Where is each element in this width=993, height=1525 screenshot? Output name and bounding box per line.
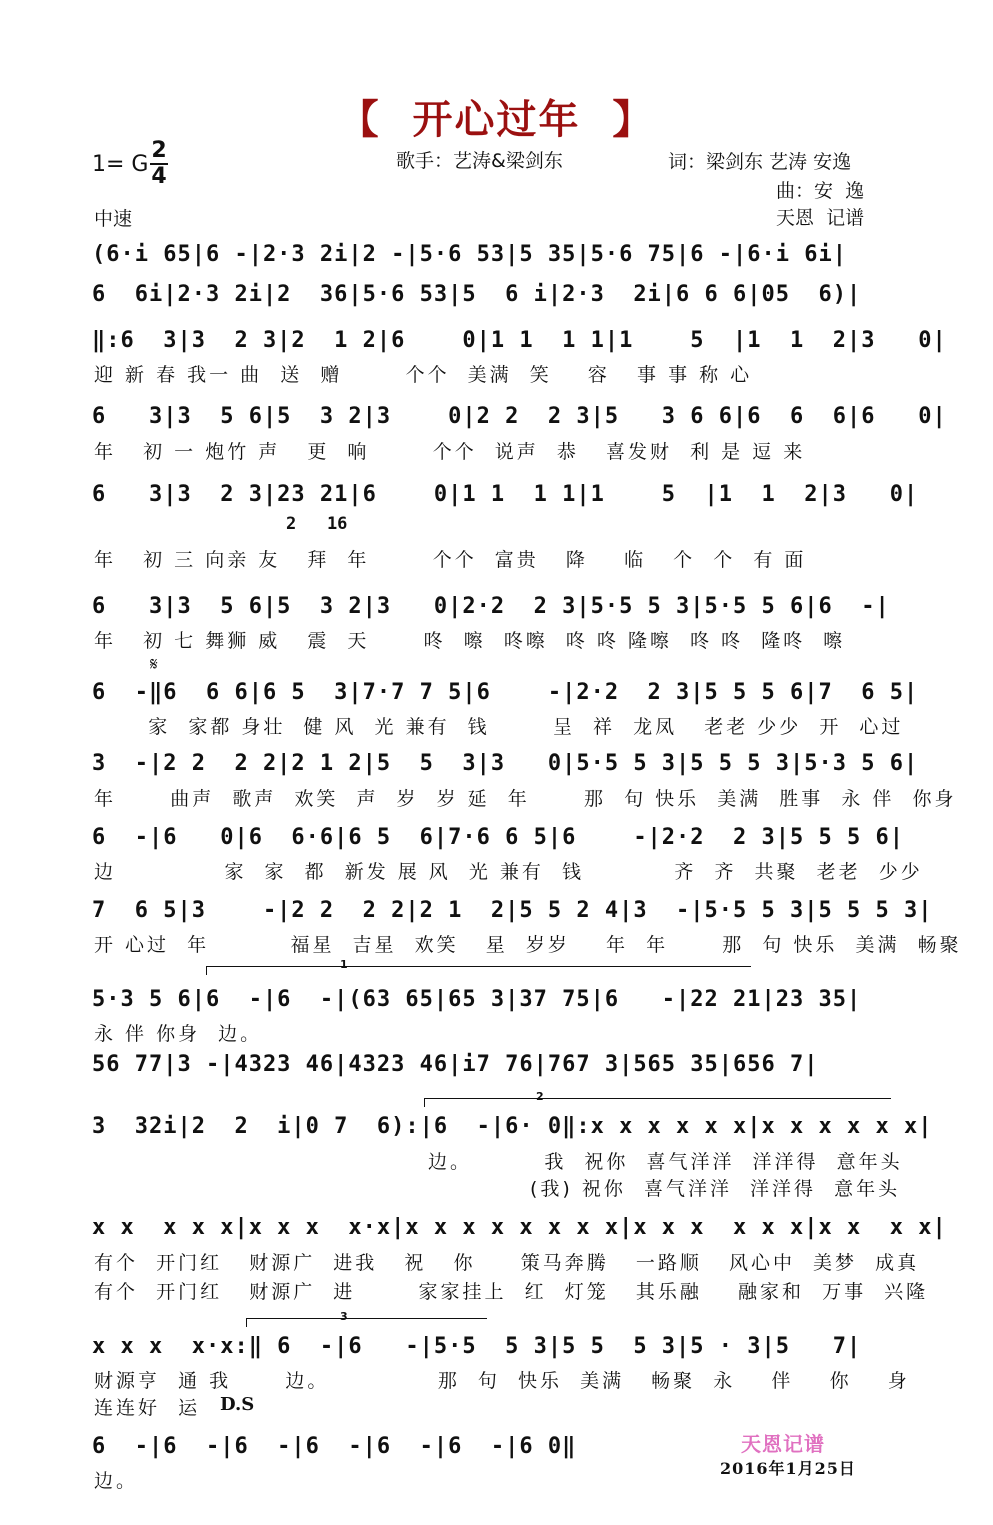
volta-bracket-3	[246, 1318, 487, 1327]
transcriber-stamp: 天恩记谱	[741, 1432, 825, 1456]
lyric-line-13b: 连连好 运	[94, 1397, 201, 1419]
lyric-line-1: 迎 新 春 我一 曲 送 赠 个个 美满 笑 容 事 事 称 心	[94, 364, 753, 386]
notation-line-13: x x x x·x:‖ 6 -|6 -|5·5 5 3|5 5 5 3|5 · 3|5 7|	[92, 1334, 862, 1359]
notation-line-8: 7 6 5|3 -|2 2 2 2|2 1 2|5 5 2 4|3 -|5·5 5 3|5 5 5 3|	[92, 898, 933, 923]
notation-line-14: 6 -|6 -|6 -|6 -|6 -|6 -|6 0‖	[92, 1434, 577, 1459]
notation-line-12: x x x x x|x x x x·x|x x x x x x x x|x x x x x x|x x x x|	[92, 1215, 947, 1240]
intro-line-2: 6 6i|2·3 2i|2 36|5·6 53|5 6 i|2·3 2i|6 6 6|05 6)|	[92, 282, 862, 307]
notation-line-10: 56 77|3 -|4323 46|4323 46|i7 76|767 3|565 35|656 7|	[92, 1052, 819, 1077]
notation-line-6: 3 -|2 2 2 2|2 1 2|5 5 3|3 0|5·5 5 3|5 5 5 3|5·3 5 6|	[92, 751, 919, 776]
notation-line-4: 6 3|3 5 6|5 3 2|3 0|2·2 2 3|5·5 5 3|5·5 5 6|6 -|	[92, 594, 890, 619]
lyric-line-2: 年 初 一 炮竹 声 更 响 个个 说声 恭 喜发财 利 是 逗 来	[94, 441, 806, 463]
notation-line-1: ‖:6 3|3 2 3|2 1 2|6 0|1 1 1 1|1 5 |1 1 2|3 0|	[92, 328, 947, 353]
volta-number-1: 1	[340, 958, 348, 971]
lyric-line-11b: (我) 祝你 喜气洋洋 洋洋得 意年头	[530, 1178, 901, 1200]
singer-credit: 歌手：艺涛&梁剑东	[396, 150, 563, 172]
volta-number-3: 3	[340, 1310, 348, 1323]
notation-line-7: 6 -|6 0|6 6·6|6 5 6|7·6 6 5|6 -|2·2 2 3|5 5 5 6|	[92, 825, 904, 850]
composer-credit: 曲：安 逸	[776, 180, 865, 202]
notation-line-9: 5·3 5 6|6 -|6 -|(63 65|65 3|37 75|6 -|22 21|23 35|	[92, 987, 862, 1012]
lyric-line-12b: 有个 开门红 财源广 进 家家挂上 红 灯笼 其乐融 融家和 万事 兴隆	[94, 1281, 929, 1303]
notation-line-5: 6 -‖6 6 6|6 5 3|7·7 7 5|6 -|2·2 2 3|5 5 5 6|7 6 5|	[92, 680, 919, 705]
lyric-line-6: 年 曲声 歌声 欢笑 声 岁 岁 延 年 那 句 快乐 美满 胜事 永 伴 你身	[94, 788, 957, 810]
tempo-marking: 中速	[94, 208, 133, 230]
intro-line-1: (6·i 65|6 -|2·3 2i|2 -|5·6 53|5 35|5·6 75|6 -|6·i 6i|	[92, 242, 847, 267]
dal-segno-mark: D.S	[220, 1394, 255, 1415]
transcriber-credit: 天恩 记谱	[776, 207, 865, 229]
notation-line-2: 6 3|3 5 6|5 3 2|3 0|2 2 2 3|5 3 6 6|6 6 6|6 0|	[92, 404, 947, 429]
time-signature-bottom: 4	[151, 164, 167, 189]
volta-number-2: 2	[536, 1090, 544, 1103]
lyric-line-8: 开 心过 年 福星 吉星 欢笑 星 岁岁 年 年 那 句 快乐 美满 畅聚	[94, 934, 962, 956]
lyric-line-12a: 有个 开门红 财源广 进我 祝 你 策马奔腾 一路顺 风心中 美梦 成真	[94, 1252, 920, 1274]
lyric-line-14: 边。	[94, 1470, 139, 1492]
lyric-line-11a: 边。 我 祝你 喜气洋洋 洋洋得 意年头	[428, 1151, 903, 1173]
lyricist-credit: 词：梁剑东 艺涛 安逸	[668, 151, 852, 173]
lyric-line-9: 永 伴 你身 边。	[94, 1023, 263, 1045]
segno-sign: 𝄋	[150, 654, 158, 675]
lyric-line-4: 年 初 七 舞狮 威 震 天 咚 嚓 咚嚓 咚 咚 隆嚓 咚 咚 隆咚 嚓	[94, 630, 846, 652]
lyric-line-13a: 财源亨 通 我 边。 那 句 快乐 美满 畅聚 永 伴 你 身	[94, 1370, 910, 1392]
lyric-line-7: 边 家 家 都 新发 展 风 光 兼有 钱 齐 齐 共聚 老老 少少	[94, 861, 923, 883]
notation-line-3: 6 3|3 2 3|23 21|6 0|1 1 1 1|1 5 |1 1 2|3 0|	[92, 482, 919, 507]
lyric-line-5: 家 家都 身壮 健 风 光 兼有 钱 呈 祥 龙凤 老老 少少 开 心过	[94, 716, 904, 738]
lyric-line-3: 年 初 三 向亲 友 拜 年 个个 富贵 降 临 个 个 有 面	[94, 549, 807, 571]
song-title: 【 开心过年 】	[338, 97, 655, 143]
time-signature	[150, 140, 168, 188]
volta-bracket-1	[206, 966, 751, 975]
volta-bracket-2	[424, 1098, 891, 1107]
transcription-date: 2016年1月25日	[720, 1459, 856, 1478]
key-signature: 1= G	[92, 152, 149, 177]
time-signature-top: 2	[151, 138, 167, 163]
notation-line-11: 3 32i|2 2 i|0 7 6):|6 -|6· 0‖:x x x x x x|x x x x x x|	[92, 1114, 933, 1139]
alternate-notes: 2 16	[286, 514, 348, 534]
